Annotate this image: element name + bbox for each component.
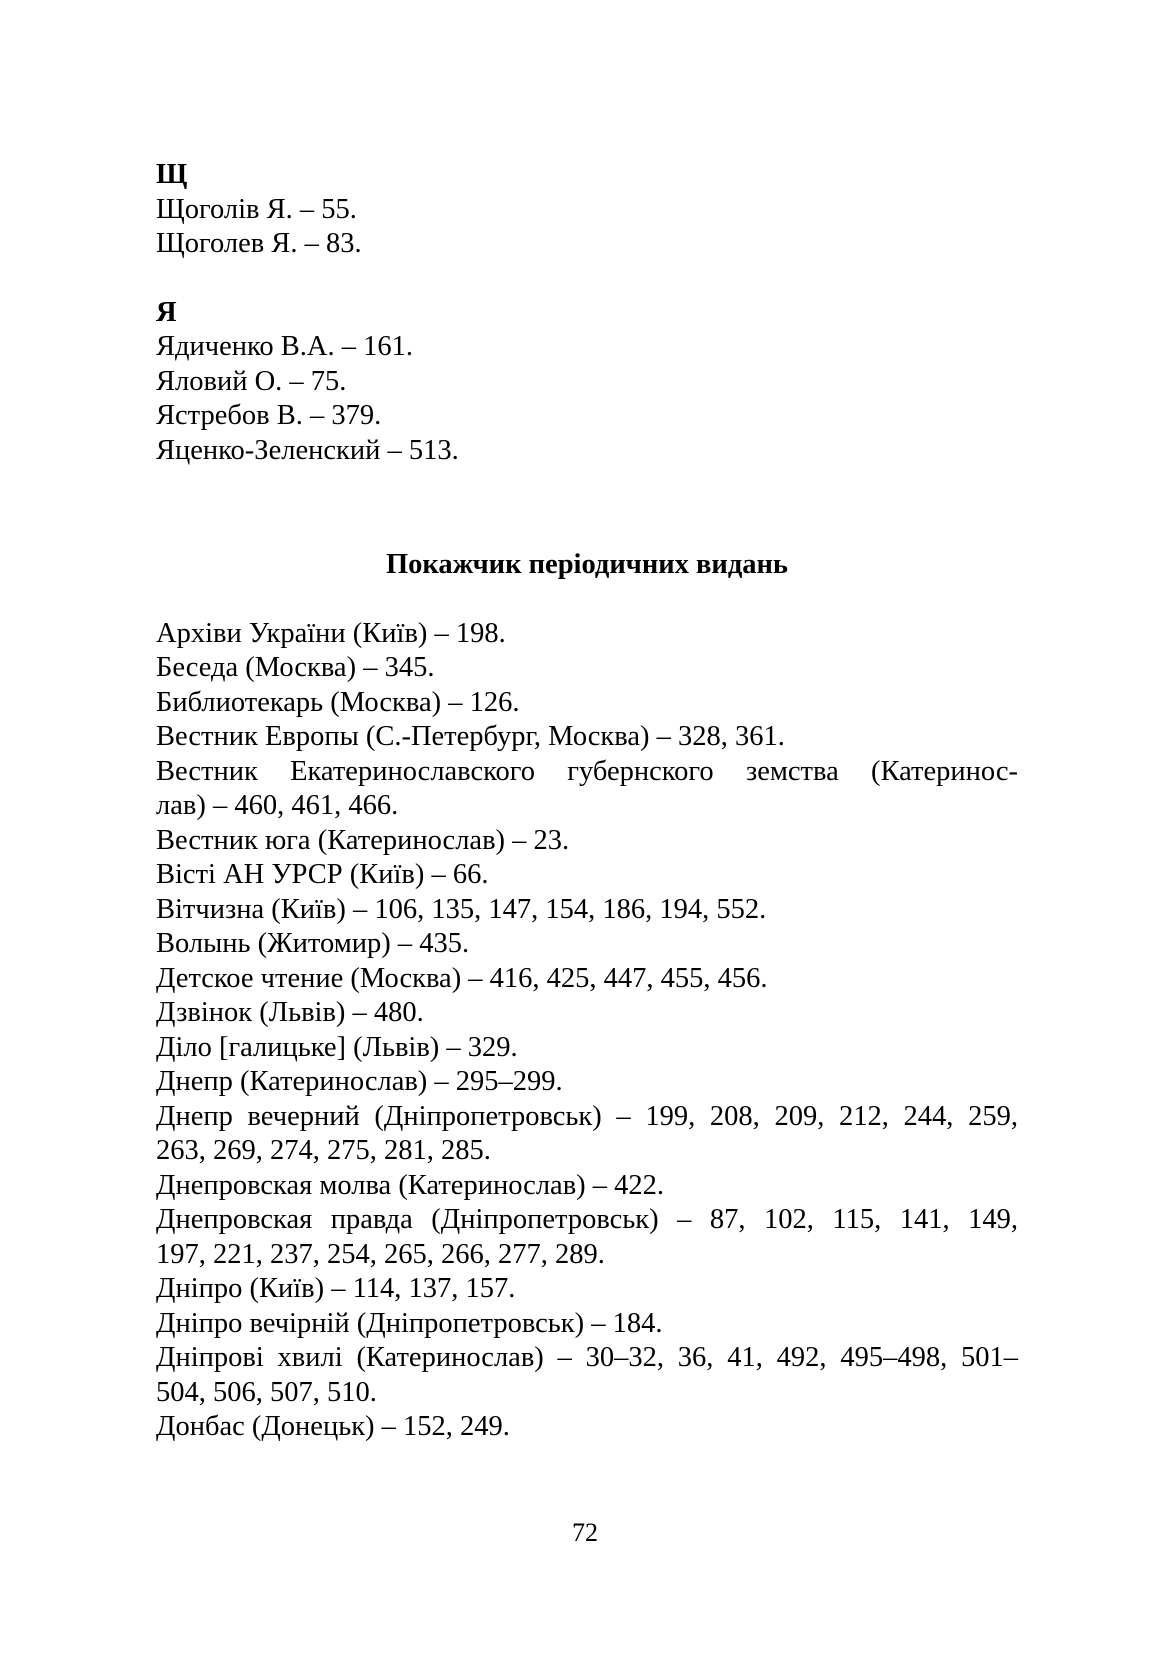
- periodical-entry: Вестник юга (Катеринослав) – 23.: [156, 824, 570, 856]
- periodical-entry: Дніпро (Київ) – 114, 137, 157.: [156, 1273, 516, 1304]
- periodical-entry: Детское чтение (Москва) – 416, 425, 447, 455, 456.: [156, 962, 768, 994]
- index-letter-heading: Щ: [156, 159, 188, 190]
- section-title: Покажчик періодичних видань: [385, 549, 789, 580]
- periodical-entry: Днепровская правда (Дніпропетровськ) – 87, 102, 115, 141, 149,: [156, 1204, 1018, 1235]
- page-number: 72: [572, 1518, 598, 1547]
- periodical-entry: Дніпро вечірній (Дніпропетровськ) – 184.: [156, 1307, 663, 1339]
- periodical-entry: Діло [галицьке] (Львів) – 329.: [156, 1031, 518, 1063]
- index-group-shch: [156, 158, 1018, 262]
- periodical-entry: Вестник Екатеринославского губернского земства (Катеринос-: [156, 755, 1018, 787]
- periodical-entry: Библиотекарь (Москва) – 126.: [156, 686, 520, 718]
- index-page: [156, 158, 1018, 1445]
- index-entry: Щоголев Я. – 83.: [156, 228, 362, 259]
- index-group-ya: [156, 296, 1018, 469]
- periodical-entry-continuation: 263, 269, 274, 275, 281, 285.: [156, 1135, 491, 1166]
- periodical-entry: Днепр (Катеринослав) – 295–299.: [156, 1066, 563, 1097]
- index-entry: Ястребов В. – 379.: [156, 400, 382, 431]
- periodical-entry: Дніпрові хвилі (Катеринослав) – 30–32, 36, 41, 492, 495–498, 501–: [156, 1342, 1018, 1373]
- periodical-entry: Архіви України (Київ) – 198.: [156, 617, 506, 649]
- periodical-entry-continuation: лав) – 460, 461, 466.: [156, 790, 399, 821]
- periodical-entry: Дзвінок (Львів) – 480.: [156, 997, 424, 1028]
- periodical-entry-continuation: 504, 506, 507, 510.: [156, 1376, 377, 1408]
- periodical-entry: Днепр вечерний (Дніпропетровськ) – 199, 208, 209, 212, 244, 259,: [156, 1100, 1018, 1132]
- periodical-entry: Донбас (Донецьк) – 152, 249.: [156, 1411, 510, 1442]
- periodical-entry-continuation: 197, 221, 237, 254, 265, 266, 277, 289.: [156, 1238, 605, 1270]
- periodical-entry: Днепровская молва (Катеринослав) – 422.: [156, 1169, 665, 1201]
- periodical-entry: Вітчизна (Київ) – 106, 135, 147, 154, 186, 194, 552.: [156, 893, 767, 925]
- periodical-entry: Вестник Европы (С.-Петербург, Москва) – 328, 361.: [156, 721, 785, 752]
- periodical-entry: Волынь (Житомир) – 435.: [156, 928, 470, 959]
- index-entry: Яловий О. – 75.: [156, 365, 347, 397]
- index-letter-heading: Я: [156, 296, 177, 328]
- index-entry: Щоголів Я. – 55.: [156, 193, 357, 225]
- periodicals-list: [156, 617, 1018, 1445]
- index-entry: Яценко-Зеленский – 513.: [156, 434, 459, 466]
- periodical-entry: Беседа (Москва) – 345.: [156, 652, 435, 683]
- index-entry: Ядиченко В.А. – 161.: [156, 331, 413, 362]
- periodical-entry: Вісті АН УРСР (Київ) – 66.: [156, 859, 489, 890]
